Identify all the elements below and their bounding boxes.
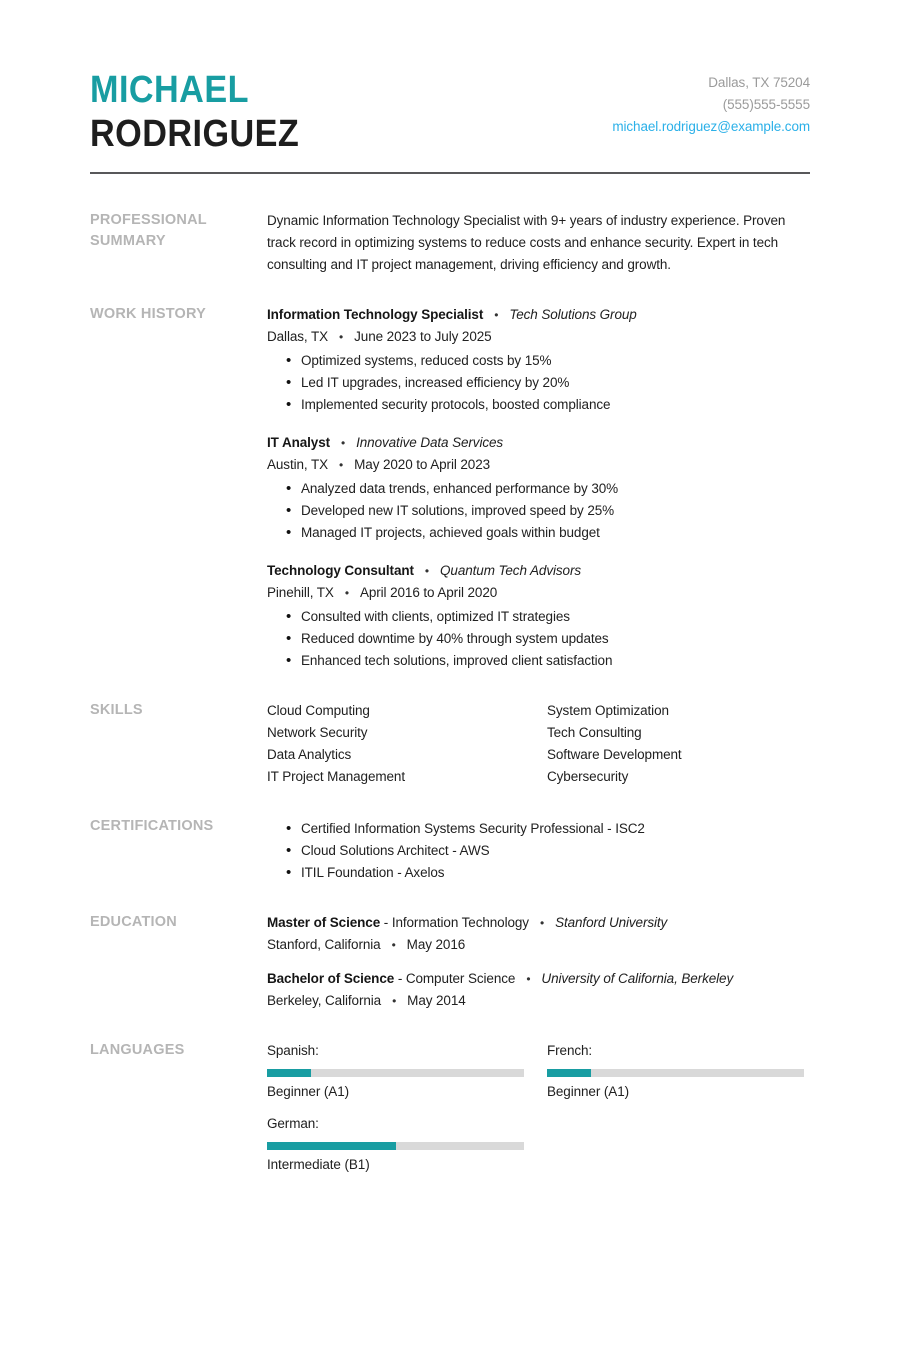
section-label-professional-summary: PROFESSIONAL SUMMARY	[90, 212, 207, 249]
dot-separator-icon	[483, 307, 509, 322]
language-entry	[547, 1040, 804, 1103]
language-progress-fill	[267, 1069, 311, 1077]
dot-separator-icon	[515, 971, 541, 986]
contact-phone: (555)555-5555	[722, 97, 810, 112]
certification-item: • Certified Information Systems Security Professional - ISC2	[267, 818, 810, 840]
skill-item: Network Security	[267, 725, 368, 740]
skills-column-2	[547, 700, 810, 788]
job-location: Austin, TX	[267, 457, 329, 472]
professional-summary-content	[267, 210, 810, 276]
dot-separator-icon	[330, 435, 356, 450]
dot-separator-icon	[328, 329, 354, 344]
dot-separator-icon	[381, 993, 407, 1008]
language-name: Spanish:	[267, 1043, 319, 1058]
resume-body	[90, 210, 810, 1176]
skills-content	[267, 700, 810, 788]
language-progress-bar	[267, 1069, 524, 1077]
degree-field: - Information Technology	[384, 915, 529, 930]
section-label-languages: LANGUAGES	[90, 1042, 185, 1058]
language-entry	[267, 1040, 524, 1103]
school-location: Stanford, California	[267, 937, 381, 952]
job-location: Pinehill, TX	[267, 585, 334, 600]
graduation-date: May 2014	[407, 993, 466, 1008]
degree-name: Bachelor of Science	[267, 971, 395, 986]
contact-info	[612, 68, 810, 138]
candidate-first-name: MICHAEL	[90, 69, 249, 111]
school-name: Stanford University	[555, 915, 668, 930]
job-bullet-list	[267, 350, 810, 416]
education-entry	[267, 912, 810, 956]
language-name: French:	[547, 1043, 593, 1058]
job-company: Quantum Tech Advisors	[440, 563, 581, 578]
languages-content	[267, 1040, 810, 1176]
job-bullet: • Analyzed data trends, enhanced performance by 30%	[267, 478, 810, 500]
contact-email-link[interactable]: michael.rodriguez@example.com	[612, 119, 810, 134]
job-meta-line	[267, 454, 810, 476]
dot-separator-icon	[334, 585, 360, 600]
education-content	[267, 912, 810, 1012]
job-bullet: • Managed IT projects, achieved goals within budget	[267, 522, 810, 544]
language-progress-fill	[267, 1142, 396, 1150]
graduation-date: May 2016	[406, 937, 466, 952]
job-title-line	[267, 304, 810, 326]
job-title-line	[267, 560, 810, 582]
job-entry	[267, 560, 810, 672]
job-title: Technology Consultant	[267, 563, 414, 578]
candidate-name	[90, 68, 299, 156]
section-label-work-history: WORK HISTORY	[90, 306, 206, 322]
job-location: Dallas, TX	[267, 329, 329, 344]
section-label-certifications: CERTIFICATIONS	[90, 818, 214, 834]
language-name: German:	[267, 1116, 319, 1131]
job-entry	[267, 304, 810, 416]
job-meta-line	[267, 326, 810, 348]
job-title-line	[267, 432, 810, 454]
language-entry	[267, 1113, 524, 1176]
degree-field: - Computer Science	[398, 971, 516, 986]
skill-item: Tech Consulting	[547, 725, 642, 740]
language-progress-fill	[547, 1069, 591, 1077]
education-entry	[267, 968, 810, 1012]
summary-text: Dynamic Information Technology Specialist with 9+ years of industry experience. Proven track record in optimizing systems to reduce costs and enhance security. Expert in tech consulting and IT project management, driving efficiency and growth.	[267, 213, 786, 272]
section-work-history	[90, 304, 810, 672]
contact-location: Dallas, TX 75204	[708, 75, 810, 90]
job-bullet: • Developed new IT solutions, improved speed by 25%	[267, 500, 810, 522]
certification-list	[267, 818, 810, 884]
job-bullet: • Led IT upgrades, increased efficiency by 20%	[267, 372, 810, 394]
skill-item: Software Development	[547, 747, 682, 762]
job-bullet-list	[267, 606, 810, 672]
language-level: Beginner (A1)	[267, 1084, 349, 1099]
skill-item: Data Analytics	[267, 747, 352, 762]
dot-separator-icon	[414, 563, 440, 578]
dot-separator-icon	[529, 915, 555, 930]
certification-item: • ITIL Foundation - Axelos	[267, 862, 810, 884]
job-dates: May 2020 to April 2023	[354, 457, 491, 472]
language-progress-bar	[547, 1069, 804, 1077]
job-bullet: • Implemented security protocols, boosted compliance	[267, 394, 810, 416]
skill-item: System Optimization	[547, 703, 669, 718]
skills-column-1	[267, 700, 547, 788]
job-bullet: • Enhanced tech solutions, improved client satisfaction	[267, 650, 810, 672]
job-bullet: • Consulted with clients, optimized IT strategies	[267, 606, 810, 628]
section-languages	[90, 1040, 810, 1176]
language-level: Beginner (A1)	[547, 1084, 629, 1099]
education-meta-line	[267, 934, 810, 956]
job-company: Tech Solutions Group	[509, 307, 637, 322]
certification-item: • Cloud Solutions Architect - AWS	[267, 840, 810, 862]
job-meta-line	[267, 582, 810, 604]
job-company: Innovative Data Services	[356, 435, 504, 450]
section-label-education: EDUCATION	[90, 914, 177, 930]
work-history-content	[267, 304, 810, 672]
skill-item: Cybersecurity	[547, 769, 629, 784]
candidate-last-name: RODRIGUEZ	[90, 113, 300, 155]
section-certifications	[90, 816, 810, 884]
section-education	[90, 912, 810, 1012]
school-name: University of California, Berkeley	[541, 971, 734, 986]
section-label-skills: SKILLS	[90, 702, 143, 718]
job-title: IT Analyst	[267, 435, 331, 450]
job-bullet: • Reduced downtime by 40% through system updates	[267, 628, 810, 650]
certifications-content	[267, 816, 810, 884]
section-skills	[90, 700, 810, 788]
job-entry	[267, 432, 810, 544]
skill-item: Cloud Computing	[267, 703, 370, 718]
skill-item: IT Project Management	[267, 769, 405, 784]
job-dates: June 2023 to July 2025	[354, 329, 492, 344]
job-bullet-list	[267, 478, 810, 544]
job-bullet: • Optimized systems, reduced costs by 15%	[267, 350, 810, 372]
language-progress-bar	[267, 1142, 524, 1150]
education-degree-line	[267, 912, 810, 934]
job-dates: April 2016 to April 2020	[359, 585, 498, 600]
section-professional-summary	[90, 210, 810, 276]
dot-separator-icon	[381, 937, 407, 952]
header-divider	[90, 172, 810, 174]
education-meta-line	[267, 990, 810, 1012]
degree-name: Master of Science	[267, 915, 381, 930]
education-degree-line	[267, 968, 810, 990]
dot-separator-icon	[328, 457, 354, 472]
resume-header	[90, 68, 810, 156]
school-location: Berkeley, California	[267, 993, 382, 1008]
job-title: Information Technology Specialist	[267, 307, 484, 322]
language-level: Intermediate (B1)	[267, 1157, 370, 1172]
